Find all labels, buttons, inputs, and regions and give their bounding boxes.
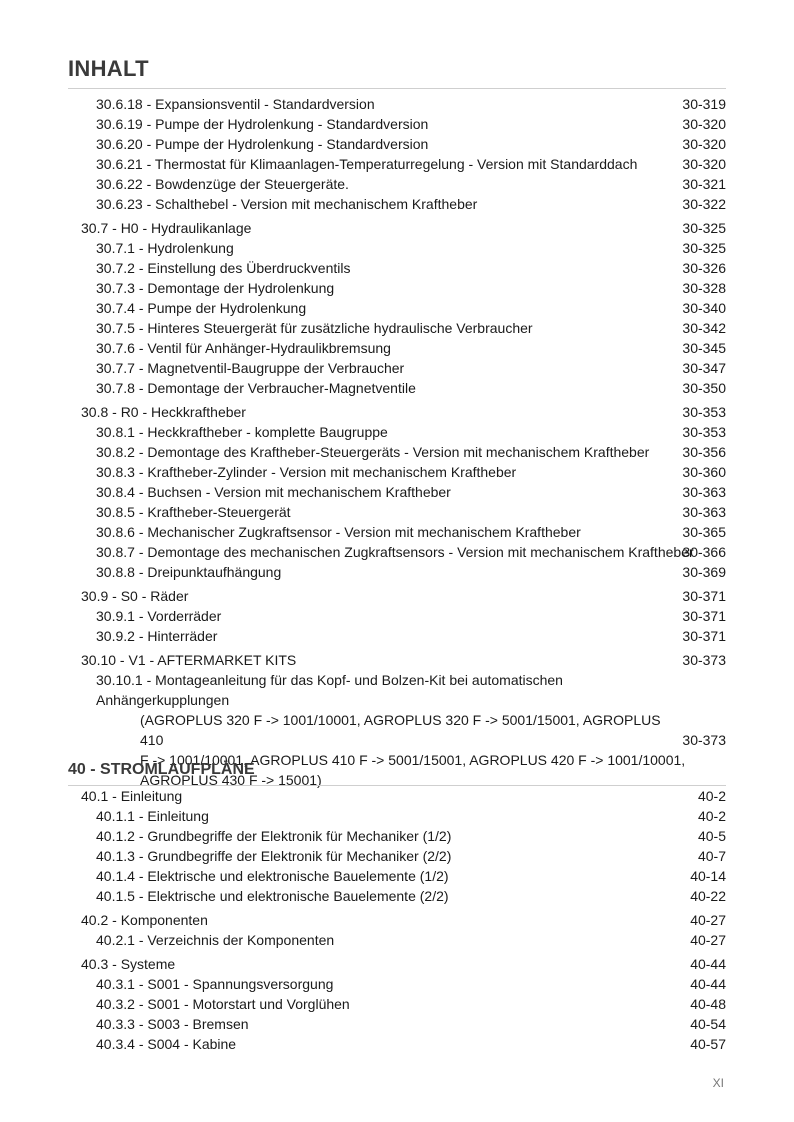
toc-subsection[interactable] bbox=[0, 422, 794, 442]
toc-entry-title: 30.9 - S0 - Räder bbox=[81, 588, 189, 604]
chapter-heading bbox=[0, 758, 794, 782]
toc-entry-page: 30-322 bbox=[682, 196, 726, 212]
toc-entry-page: 30-328 bbox=[682, 280, 726, 296]
toc-entry-title-line: AGROPLUS 430 F -> 15001) bbox=[140, 772, 322, 788]
toc-section[interactable] bbox=[0, 402, 794, 422]
toc-subsection[interactable] bbox=[0, 826, 794, 846]
toc-entry-page: 30-363 bbox=[682, 504, 726, 520]
toc-subsection[interactable] bbox=[0, 462, 794, 482]
toc-entry-title-line: F -> 1001/10001, AGROPLUS 410 F -> 5001/15001, AGROPLUS 420 F -> 1001/10001, bbox=[140, 752, 686, 768]
toc-entry-page: 30-326 bbox=[682, 260, 726, 276]
toc-subsection[interactable] bbox=[0, 542, 794, 562]
toc-entry-page: 30-373 bbox=[682, 652, 726, 668]
toc-entry-title: 30.8.4 - Buchsen - Version mit mechanischem Kraftheber bbox=[96, 484, 451, 500]
toc-entry-title: 40.1 - Einleitung bbox=[81, 788, 183, 804]
toc-entry-page: 30-353 bbox=[682, 424, 726, 440]
chapter-title: 40 - STROMLAUFPLÄNE bbox=[68, 761, 255, 778]
toc-entry-page: 30-320 bbox=[682, 156, 726, 172]
toc-entry-page: 40-5 bbox=[697, 828, 726, 844]
toc-subsection[interactable] bbox=[0, 994, 794, 1014]
toc-entry-title: 30.9.2 - Hinterräder bbox=[96, 628, 218, 644]
toc-entry-title: 30.9.1 - Vorderräder bbox=[96, 608, 222, 624]
toc-subsection[interactable] bbox=[0, 562, 794, 582]
toc-entry-title: 30.8.7 - Demontage des mechanischen Zugkraftsensors - Version mit mechanischem Kraftheber bbox=[96, 544, 694, 560]
toc-entry-page: 30-371 bbox=[682, 628, 726, 644]
title-divider bbox=[68, 88, 726, 89]
toc-entry-title: 30.7.7 - Magnetventil-Baugruppe der Verbraucher bbox=[96, 360, 405, 376]
toc-entry-page: 30-371 bbox=[682, 588, 726, 604]
toc-entry-page: 30-345 bbox=[682, 340, 726, 356]
toc-entry-title: 30.6.19 - Pumpe der Hydrolenkung - Standardversion bbox=[96, 116, 429, 132]
toc-entry-page: 30-356 bbox=[682, 444, 726, 460]
toc-entry-title: 40.1.1 - Einleitung bbox=[96, 808, 209, 824]
toc-section[interactable] bbox=[0, 910, 794, 930]
toc-subsection[interactable] bbox=[0, 806, 794, 826]
toc-entry-page: 30-353 bbox=[682, 404, 726, 420]
toc-entry-title: 40.3.4 - S004 - Kabine bbox=[96, 1036, 237, 1052]
toc-entry-title: 30.6.20 - Pumpe der Hydrolenkung - Standardversion bbox=[96, 136, 429, 152]
toc-entry-page: 30-342 bbox=[682, 320, 726, 336]
toc-entry-page: 30-373 bbox=[682, 732, 726, 748]
page-number: XI bbox=[712, 1076, 724, 1090]
toc-subsection[interactable] bbox=[0, 318, 794, 338]
toc-entry-page: 30-365 bbox=[682, 524, 726, 540]
toc-entry-title: 40.2 - Komponenten bbox=[81, 912, 208, 928]
toc-subsection[interactable] bbox=[0, 502, 794, 522]
toc-entry-title: 30.6.23 - Schalthebel - Version mit mechanischem Kraftheber bbox=[96, 196, 478, 212]
toc-subsection[interactable] bbox=[0, 278, 794, 298]
toc-subsection[interactable] bbox=[0, 846, 794, 866]
toc-entry-title: 30.8.6 - Mechanischer Zugkraftsensor - Version mit mechanischem Kraftheber bbox=[96, 524, 581, 540]
toc-entry-page: 30-369 bbox=[682, 564, 726, 580]
toc-entry-title: 30.7.1 - Hydrolenkung bbox=[96, 240, 234, 256]
toc-subsection[interactable] bbox=[0, 930, 794, 950]
toc-section[interactable] bbox=[0, 586, 794, 606]
toc-entry-page: 30-363 bbox=[682, 484, 726, 500]
toc-entry-page: 30-340 bbox=[682, 300, 726, 316]
toc-subsection[interactable] bbox=[0, 886, 794, 906]
toc-entry-page: 40-22 bbox=[690, 888, 726, 904]
toc-subsection[interactable] bbox=[0, 442, 794, 462]
page-title: INHALT bbox=[68, 56, 149, 81]
toc-entry-title: 30.8.1 - Heckkraftheber - komplette Baugruppe bbox=[96, 424, 388, 440]
toc-subsection[interactable] bbox=[0, 358, 794, 378]
toc-entry-title: 40.1.3 - Grundbegriffe der Elektronik für Mechaniker (2/2) bbox=[96, 848, 452, 864]
toc-entry-page: 40-44 bbox=[690, 976, 726, 992]
toc-subsection[interactable] bbox=[0, 298, 794, 318]
toc-entry-page: 30-320 bbox=[682, 136, 726, 152]
toc-entry-page: 30-371 bbox=[682, 608, 726, 624]
toc-entry-page: 30-350 bbox=[682, 380, 726, 396]
toc-subsection[interactable] bbox=[0, 522, 794, 542]
toc-entry-title: 40.2.1 - Verzeichnis der Komponenten bbox=[96, 932, 335, 948]
toc-entry-page: 30-360 bbox=[682, 464, 726, 480]
toc-entry-title: 30.6.18 - Expansionsventil - Standardversion bbox=[96, 96, 375, 112]
toc-entry-page: 30-319 bbox=[682, 96, 726, 112]
toc-entry-page: 40-14 bbox=[690, 868, 726, 884]
toc-entry-title: 40.1.5 - Elektrische und elektronische Bauelemente (2/2) bbox=[96, 888, 449, 904]
toc-entry-page: 40-57 bbox=[690, 1036, 726, 1052]
table-of-contents bbox=[0, 94, 794, 1054]
toc-entry-page: 40-27 bbox=[690, 912, 726, 928]
toc-subsection[interactable] bbox=[0, 94, 794, 114]
toc-entry-title: 30.6.21 - Thermostat für Klimaanlagen-Temperaturregelung - Version mit Standarddach bbox=[96, 156, 638, 172]
toc-entry-title: 40.3.2 - S001 - Motorstart und Vorglühen bbox=[96, 996, 350, 1012]
toc-subsection[interactable] bbox=[0, 974, 794, 994]
toc-entry-page: 30-325 bbox=[682, 240, 726, 256]
toc-entry-title: 40.1.4 - Elektrische und elektronische Bauelemente (1/2) bbox=[96, 868, 449, 884]
toc-entry-page: 40-7 bbox=[697, 848, 726, 864]
toc-subsection[interactable] bbox=[0, 134, 794, 154]
toc-entry-title: 30.7.6 - Ventil für Anhänger-Hydraulikbremsung bbox=[96, 340, 391, 356]
toc-section[interactable] bbox=[0, 954, 794, 974]
toc-section[interactable] bbox=[0, 786, 794, 806]
toc-entry-page: 30-321 bbox=[682, 176, 726, 192]
toc-subsection[interactable] bbox=[0, 338, 794, 358]
toc-entry-title: 30.6.22 - Bowdenzüge der Steuergeräte. bbox=[96, 176, 349, 192]
toc-entry-title: 30.8.3 - Kraftheber-Zylinder - Version mit mechanischem Kraftheber bbox=[96, 464, 517, 480]
toc-subsection[interactable] bbox=[0, 606, 794, 626]
toc-section[interactable] bbox=[0, 650, 794, 670]
toc-entry-title: 40.3.1 - S001 - Spannungsversorgung bbox=[96, 976, 334, 992]
toc-subsection[interactable] bbox=[0, 866, 794, 886]
toc-entry-title: 30.7.5 - Hinteres Steuergerät für zusätzliche hydraulische Verbraucher bbox=[96, 320, 533, 336]
toc-entry-title: 30.7 - H0 - Hydraulikanlage bbox=[81, 220, 252, 236]
toc-entry-page: 40-27 bbox=[690, 932, 726, 948]
toc-entry-title-line: 30.10.1 - Montageanleitung für das Kopf- und Bolzen-Kit bei automatischen Anhängerkupplungen bbox=[96, 672, 563, 708]
toc-entry-page: 40-2 bbox=[697, 788, 726, 804]
toc-entry-page: 40-2 bbox=[697, 808, 726, 824]
toc-entry-page: 30-347 bbox=[682, 360, 726, 376]
toc-subsection[interactable] bbox=[0, 194, 794, 214]
toc-entry-page: 40-48 bbox=[690, 996, 726, 1012]
toc-entry-title: 40.3.3 - S003 - Bremsen bbox=[96, 1016, 249, 1032]
toc-entry-title: 30.8.5 - Kraftheber-Steuergerät bbox=[96, 504, 291, 520]
toc-entry-title: 30.7.3 - Demontage der Hydrolenkung bbox=[96, 280, 335, 296]
toc-subsection[interactable] bbox=[0, 174, 794, 194]
toc-entry-title: 30.7.4 - Pumpe der Hydrolenkung bbox=[96, 300, 307, 316]
toc-entry-title: 40.1.2 - Grundbegriffe der Elektronik für Mechaniker (1/2) bbox=[96, 828, 452, 844]
toc-entry-title: 30.8.2 - Demontage des Kraftheber-Steuergeräts - Version mit mechanischem Kraftheber bbox=[96, 444, 650, 460]
toc-entry-title: 30.10 - V1 - AFTERMARKET KITS bbox=[81, 652, 297, 668]
toc-subsection[interactable] bbox=[0, 258, 794, 278]
toc-entry-page: 40-44 bbox=[690, 956, 726, 972]
toc-subsection[interactable] bbox=[0, 1034, 794, 1054]
toc-entry-title: 30.7.8 - Demontage der Verbraucher-Magnetventile bbox=[96, 380, 416, 396]
toc-entry-page: 40-54 bbox=[690, 1016, 726, 1032]
toc-entry-title: 30.8 - R0 - Heckkraftheber bbox=[81, 404, 246, 420]
toc-subsection[interactable] bbox=[0, 238, 794, 258]
toc-entry-title-line: (AGROPLUS 320 F -> 1001/10001, AGROPLUS 320 F -> 5001/15001, AGROPLUS 410 bbox=[140, 712, 661, 748]
toc-section[interactable] bbox=[0, 218, 794, 238]
toc-entry-title: 30.8.8 - Dreipunktaufhängung bbox=[96, 564, 282, 580]
toc-entry-page: 30-366 bbox=[682, 544, 726, 560]
toc-subsection[interactable] bbox=[0, 1014, 794, 1034]
toc-entry-page: 30-320 bbox=[682, 116, 726, 132]
toc-subsection[interactable] bbox=[0, 114, 794, 134]
toc-subsection[interactable] bbox=[0, 378, 794, 398]
toc-entry-title: 30.7.2 - Einstellung des Überdruckventils bbox=[96, 260, 351, 276]
toc-subsection[interactable] bbox=[0, 626, 794, 646]
toc-subsection[interactable] bbox=[0, 154, 794, 174]
toc-entry-title: 40.3 - Systeme bbox=[81, 956, 176, 972]
toc-subsection[interactable] bbox=[0, 482, 794, 502]
toc-entry-page: 30-325 bbox=[682, 220, 726, 236]
